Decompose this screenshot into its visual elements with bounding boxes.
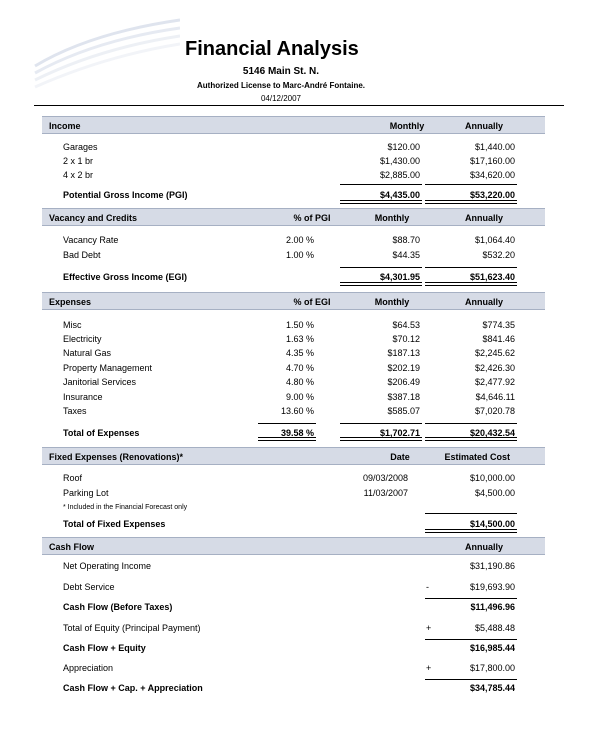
- cashflow-header-annually: Annually: [464, 542, 503, 552]
- cashflow-row-label: Appreciation: [63, 663, 114, 673]
- expense-row-label: Taxes: [63, 406, 87, 416]
- expense-row-pct: 9.00 %: [285, 392, 314, 402]
- fixed-row-label: Parking Lot: [63, 488, 109, 498]
- cashflow-row-label: Cash Flow + Cap. + Appreciation: [63, 683, 203, 693]
- vacancy-row-monthly: $88.70: [392, 235, 420, 245]
- vacancy-total-double-rule: [340, 282, 422, 286]
- cashflow-row-label: Net Operating Income: [63, 561, 152, 571]
- cashflow-row-sign: -: [426, 582, 429, 592]
- expense-row-pct: 1.50 %: [285, 320, 314, 330]
- cashflow-row-value: $34,785.44: [469, 683, 515, 693]
- income-header-annually: Annually: [464, 121, 503, 131]
- expenses-total-annually: $20,432.54: [469, 428, 515, 438]
- vacancy-row-label: Vacancy Rate: [63, 235, 119, 245]
- fixed-total-label: Total of Fixed Expenses: [63, 519, 166, 529]
- expenses-header-annually: Annually: [464, 297, 503, 307]
- expense-row-annually: $2,477.92: [474, 377, 515, 387]
- expenses-header-pct: % of EGI: [293, 297, 331, 307]
- income-row-annually: $1,440.00: [474, 142, 515, 152]
- expense-row-pct: 4.80 %: [285, 377, 314, 387]
- vacancy-header-monthly: Monthly: [374, 213, 410, 223]
- expense-row-monthly: $202.19: [387, 363, 420, 373]
- expenses-total-rule: [258, 423, 316, 424]
- fixed-header-label: Fixed Expenses (Renovations)*: [49, 452, 184, 462]
- vacancy-total-label: Effective Gross Income (EGI): [63, 272, 188, 282]
- vacancy-row-pct: 1.00 %: [285, 250, 314, 260]
- vacancy-total-double-rule: [425, 282, 517, 286]
- expense-row-monthly: $387.18: [387, 392, 420, 402]
- expenses-header-monthly: Monthly: [374, 297, 410, 307]
- expense-row-monthly: $64.53: [392, 320, 420, 330]
- expense-row-pct: 1.63 %: [285, 334, 314, 344]
- expense-row-annually: $2,245.62: [474, 348, 515, 358]
- income-total-monthly: $4,435.00: [379, 190, 420, 200]
- cashflow-subtotal-rule: [425, 639, 517, 640]
- expenses-total-double-rule: [425, 437, 517, 441]
- vacancy-row-annually: $1,064.40: [474, 235, 515, 245]
- cashflow-header: [42, 537, 545, 555]
- license-text: Authorized License to Marc-André Fontaine.: [196, 81, 365, 90]
- vacancy-header-annually: Annually: [464, 213, 503, 223]
- expenses-header: [42, 292, 545, 310]
- fixed-row-date: 09/03/2008: [362, 473, 408, 483]
- expenses-total-double-rule: [340, 437, 422, 441]
- income-total-rule: [425, 184, 517, 185]
- fixed-row-label: Roof: [63, 473, 83, 483]
- income-row-label: 4 x 2 br: [63, 170, 94, 180]
- fixed-row-cost: $4,500.00: [474, 488, 515, 498]
- expenses-total-pct: 39.58 %: [280, 428, 314, 438]
- vacancy-total-monthly: $4,301.95: [379, 272, 420, 282]
- cashflow-row-value: $5,488.48: [474, 623, 515, 633]
- expense-row-annually: $2,426.30: [474, 363, 515, 373]
- income-row-monthly: $2,885.00: [379, 170, 420, 180]
- income-total-annually: $53,220.00: [469, 190, 515, 200]
- cashflow-row-label: Cash Flow + Equity: [63, 643, 146, 653]
- expense-row-pct: 4.35 %: [285, 348, 314, 358]
- income-row-label: Garages: [63, 142, 98, 152]
- cashflow-row-value: $31,190.86: [469, 561, 515, 571]
- income-total-rule: [340, 184, 422, 185]
- vacancy-header-pct: % of PGI: [293, 213, 331, 223]
- income-row-monthly: $120.00: [387, 142, 420, 152]
- income-row-label: 2 x 1 br: [63, 156, 94, 166]
- vacancy-total-rule: [425, 267, 517, 268]
- fixed-total-rule: [425, 513, 517, 514]
- expense-row-annually: $774.35: [482, 320, 515, 330]
- cashflow-row-label: Total of Equity (Principal Payment): [63, 623, 201, 633]
- cashflow-subtotal-rule: [425, 679, 517, 680]
- cashflow-row-value: $17,800.00: [469, 663, 515, 673]
- income-row-annually: $17,160.00: [469, 156, 515, 166]
- expenses-total-rule: [340, 423, 422, 424]
- expense-row-monthly: $187.13: [387, 348, 420, 358]
- cashflow-row-sign: +: [426, 623, 432, 633]
- expense-row-label: Property Management: [63, 363, 153, 373]
- vacancy-total-annually: $51,623.40: [469, 272, 515, 282]
- expense-row-label: Janitorial Services: [63, 377, 137, 387]
- vacancy-row-annually: $532.20: [482, 250, 515, 260]
- fixed-total-double-rule: [425, 529, 517, 533]
- cashflow-row-value: $19,693.90: [469, 582, 515, 592]
- expense-row-pct: 4.70 %: [285, 363, 314, 373]
- expense-row-label: Natural Gas: [63, 348, 112, 358]
- fixed-footnote: * Included in the Financial Forecast only: [63, 504, 188, 511]
- income-header-monthly: Monthly: [389, 121, 425, 131]
- expense-row-annually: $7,020.78: [474, 406, 515, 416]
- expense-row-label: Insurance: [63, 392, 103, 402]
- income-total-label: Potential Gross Income (PGI): [63, 190, 188, 200]
- expenses-total-rule: [425, 423, 517, 424]
- page-title: Financial Analysis: [185, 38, 359, 60]
- vacancy-header-label: Vacancy and Credits: [49, 213, 138, 223]
- vacancy-total-rule: [340, 267, 422, 268]
- expenses-total-monthly: $1,702.71: [379, 428, 420, 438]
- fixed-header: [42, 447, 545, 465]
- income-total-double-rule: [425, 200, 517, 204]
- vacancy-header: [42, 208, 545, 226]
- expenses-total-double-rule: [258, 437, 316, 441]
- fixed-header-cost: Estimated Cost: [444, 452, 510, 462]
- expense-row-monthly: $585.07: [387, 406, 420, 416]
- report-date: 04/12/2007: [260, 94, 302, 103]
- expense-row-annually: $841.46: [482, 334, 515, 344]
- cashflow-header-label: Cash Flow: [49, 542, 95, 552]
- income-total-double-rule: [340, 200, 422, 204]
- fixed-header-date: Date: [390, 452, 410, 462]
- vacancy-row-pct: 2.00 %: [285, 235, 314, 245]
- income-row-monthly: $1,430.00: [379, 156, 420, 166]
- expense-row-pct: 13.60 %: [280, 406, 314, 416]
- income-header: [42, 116, 545, 134]
- expenses-total-label: Total of Expenses: [63, 428, 140, 438]
- expense-row-label: Misc: [63, 320, 82, 330]
- expense-row-annually: $4,646.11: [475, 392, 515, 402]
- income-header-label: Income: [49, 121, 81, 131]
- expenses-header-label: Expenses: [49, 297, 92, 307]
- expense-row-label: Electricity: [63, 334, 102, 344]
- cashflow-row-label: Debt Service: [63, 582, 115, 592]
- cashflow-row-value: $16,985.44: [469, 643, 515, 653]
- fixed-total-cost: $14,500.00: [469, 519, 515, 529]
- income-row-annually: $34,620.00: [469, 170, 515, 180]
- cashflow-row-value: $11,496.96: [470, 602, 515, 612]
- vacancy-row-monthly: $44.35: [392, 250, 420, 260]
- decorative-swoosh: [30, 18, 180, 93]
- vacancy-row-label: Bad Debt: [63, 250, 101, 260]
- cashflow-row-sign: +: [426, 663, 432, 673]
- expense-row-monthly: $206.49: [387, 377, 420, 387]
- address: 5146 Main St. N.: [242, 66, 320, 77]
- cashflow-subtotal-rule: [425, 598, 517, 599]
- expense-row-monthly: $70.12: [392, 334, 420, 344]
- header-divider: [34, 105, 564, 106]
- fixed-row-cost: $10,000.00: [469, 473, 515, 483]
- fixed-row-date: 11/03/2007: [363, 488, 408, 498]
- cashflow-row-label: Cash Flow (Before Taxes): [63, 602, 173, 612]
